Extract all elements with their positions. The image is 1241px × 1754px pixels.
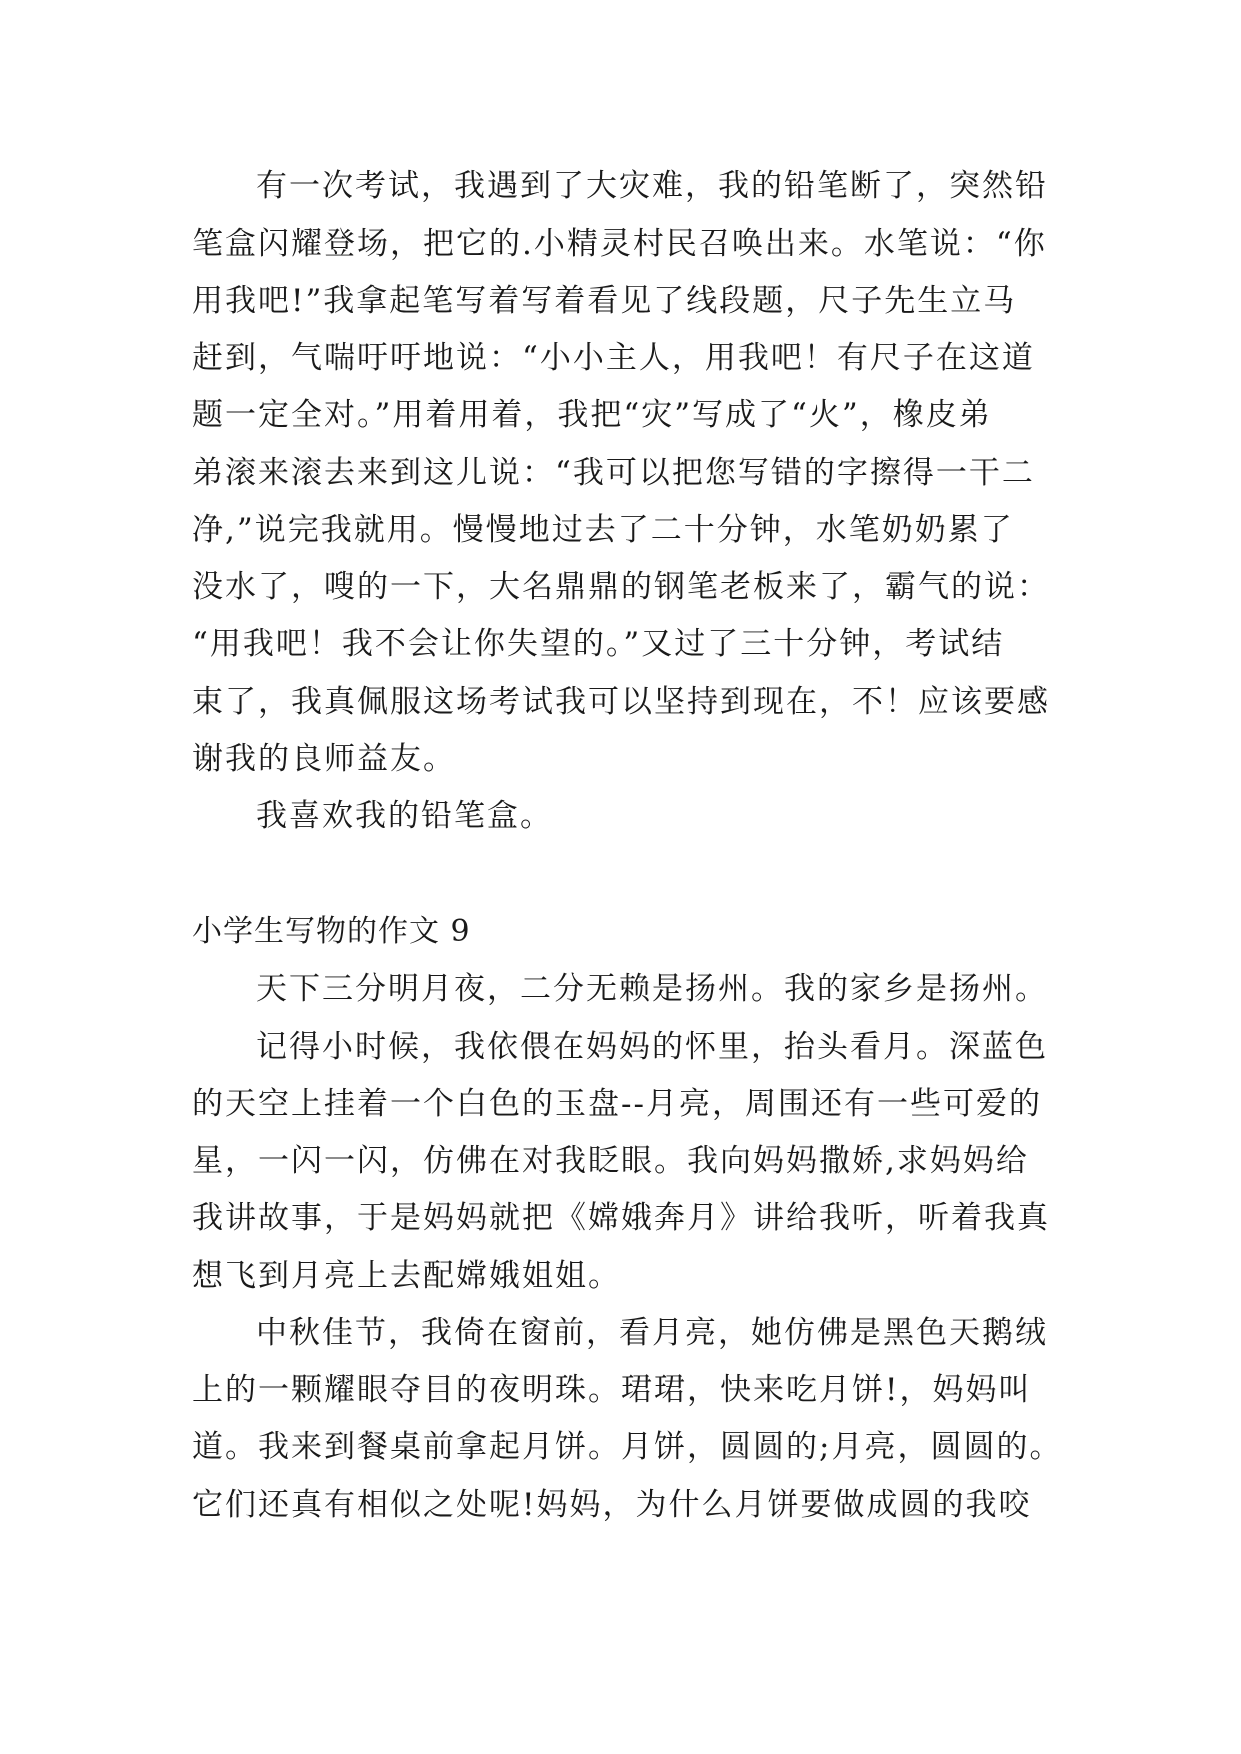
paragraph-line: 想飞到月亮上去配嫦娥姐姐。 — [192, 1258, 621, 1294]
paragraph-line: 弟滚来滚去来到这儿说：“我可以把您写错的字擦得一干二 — [192, 455, 1035, 491]
paragraph-line: 用我吧!”我拿起笔写着写着看见了线段题，尺子先生立马 — [192, 283, 1017, 319]
paragraph-line: 道。我来到餐桌前拿起月饼。月饼，圆圆的;月亮，圆圆的。 — [192, 1429, 1063, 1465]
paragraph-line: 没水了，嗖的一下，大名鼎鼎的钢笔老板来了，霸气的说： — [192, 569, 1050, 605]
paragraph-line: 中秋佳节，我倚在窗前，看月亮，她仿佛是黑色天鹅绒 — [256, 1315, 1048, 1351]
paragraph-line: “用我吧！我不会让你失望的。”又过了三十分钟，考试结 — [192, 626, 1005, 662]
paragraph-line: 天下三分明月夜，二分无赖是扬州。我的家乡是扬州。 — [256, 971, 1048, 1007]
paragraph-line: 谢我的良师益友。 — [192, 741, 456, 777]
paragraph-line: 赶到，气喘吁吁地说：“小小主人，用我吧！有尺子在这道 — [192, 340, 1035, 376]
paragraph-line: 我讲故事，于是妈妈就把《嫦娥奔月》讲给我听，听着我真 — [192, 1200, 1050, 1236]
essay-title: 小学生写物的作文 9 — [192, 914, 471, 949]
paragraph-line: 它们还真有相似之处呢!妈妈，为什么月饼要做成圆的我咬 — [192, 1487, 1032, 1523]
paragraph-line: 星，一闪一闪，仿佛在对我眨眼。我向妈妈撒娇,求妈妈给 — [192, 1143, 1029, 1179]
paragraph-line: 有一次考试，我遇到了大灾难，我的铅笔断了，突然铅 — [256, 168, 1048, 204]
paragraph-line: 题一定全对。”用着用着，我把“灾”写成了“火”，橡皮弟 — [192, 397, 992, 433]
paragraph-line: 记得小时候，我依偎在妈妈的怀里，抬头看月。深蓝色 — [256, 1029, 1048, 1065]
paragraph-line: 笔盒闪耀登场，把它的.小精灵村民召唤出来。水笔说：“你 — [192, 226, 1047, 262]
paragraph-line: 的天空上挂着一个白色的玉盘--月亮，周围还有一些可爱的 — [192, 1086, 1042, 1122]
paragraph-line: 净,”说完我就用。慢慢地过去了二十分钟，水笔奶奶累了 — [192, 512, 1014, 548]
paragraph-line: 束了，我真佩服这场考试我可以坚持到现在，不！应该要感 — [192, 684, 1050, 720]
closing-line: 我喜欢我的铅笔盒。 — [256, 798, 553, 834]
paragraph-line: 上的一颗耀眼夺目的夜明珠。珺珺，快来吃月饼!，妈妈叫 — [192, 1372, 1032, 1408]
